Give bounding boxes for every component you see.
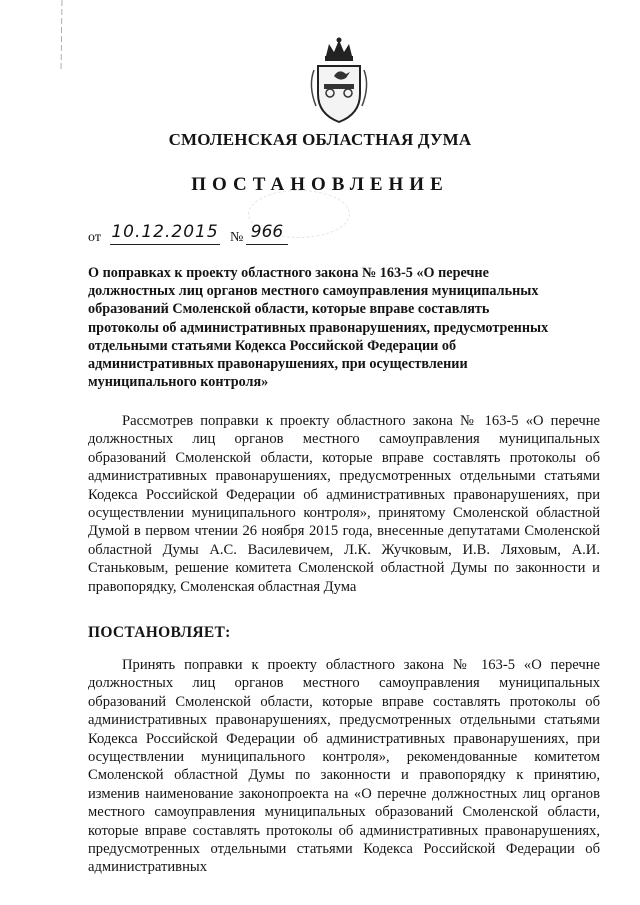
resolution-heading: ПОСТАНОВЛЯЕТ: [88,624,231,641]
date-prefix: от [88,230,101,245]
resolution-paragraph: Принять поправки к проекту областного закона № 163-5 «О перечне должностных лиц органов местного самоуправления муниципальных образований Смоленской области, которые вправе составлять протоколы об административных правонарушениях, предусмотренных отдельными статьями Кодекса Российской Федерации об административных правонарушениях, при осуществлении муниципального контроля», рекомендованные комитетом Смоленской областной Думы по законности и правопорядку к принятию, изменив наименование законопроекта на «О перечне должностных лиц органов местного самоуправления муниципальных образований Смоленской области, которые вправе составлять протоколы об административных правонарушениях, предусмотренных отдельными статьями Кодекса Российской Федерации об административных [88,657,600,876]
number-prefix: № [230,230,244,245]
document-type-title: ПОСТАНОВЛЕНИЕ [191,174,449,195]
document-date-number [88,222,388,248]
document-number: 966 [246,222,288,245]
scan-margin-mark [58,0,66,70]
preamble-paragraph: Рассмотрев поправки к проекту областного закона № 163-5 «О перечне должностных лиц органов местного самоуправления муниципальных образований Смоленской области, которые вправе составлять протоколы об административных правонарушениях, предусмотренных отдельными статьями Кодекса Российской Федерации об административных правонарушениях, при осуществлении муниципального контроля», принятому Смоленской областной Думой в первом чтении 26 ноября 2015 года, внесенные депутатами Смоленской областной Думы А.С. Василевичем, Л.К. Жучковым, И.В. Ляховым, А.И. Станьковым, решение комитета Смоленской областной Думы по законности и правопорядку, Смоленская областная Дума [88,413,600,595]
document-subject: О поправках к проекту областного закона № 163-5 «О перечне должностных лиц органов местного самоуправления муниципальных образований Смоленской области, которые вправе составлять протоколы об административных правонарушениях, предусмотренных отдельными статьями Кодекса Российской Федерации об административных правонарушениях, при осуществлении муниципального контроля» [88,265,549,391]
organization-title: СМОЛЕНСКАЯ ОБЛАСТНАЯ ДУМА [168,130,472,149]
coat-of-arms-icon [304,36,374,126]
document-date: 10.12.2015 [110,222,220,245]
